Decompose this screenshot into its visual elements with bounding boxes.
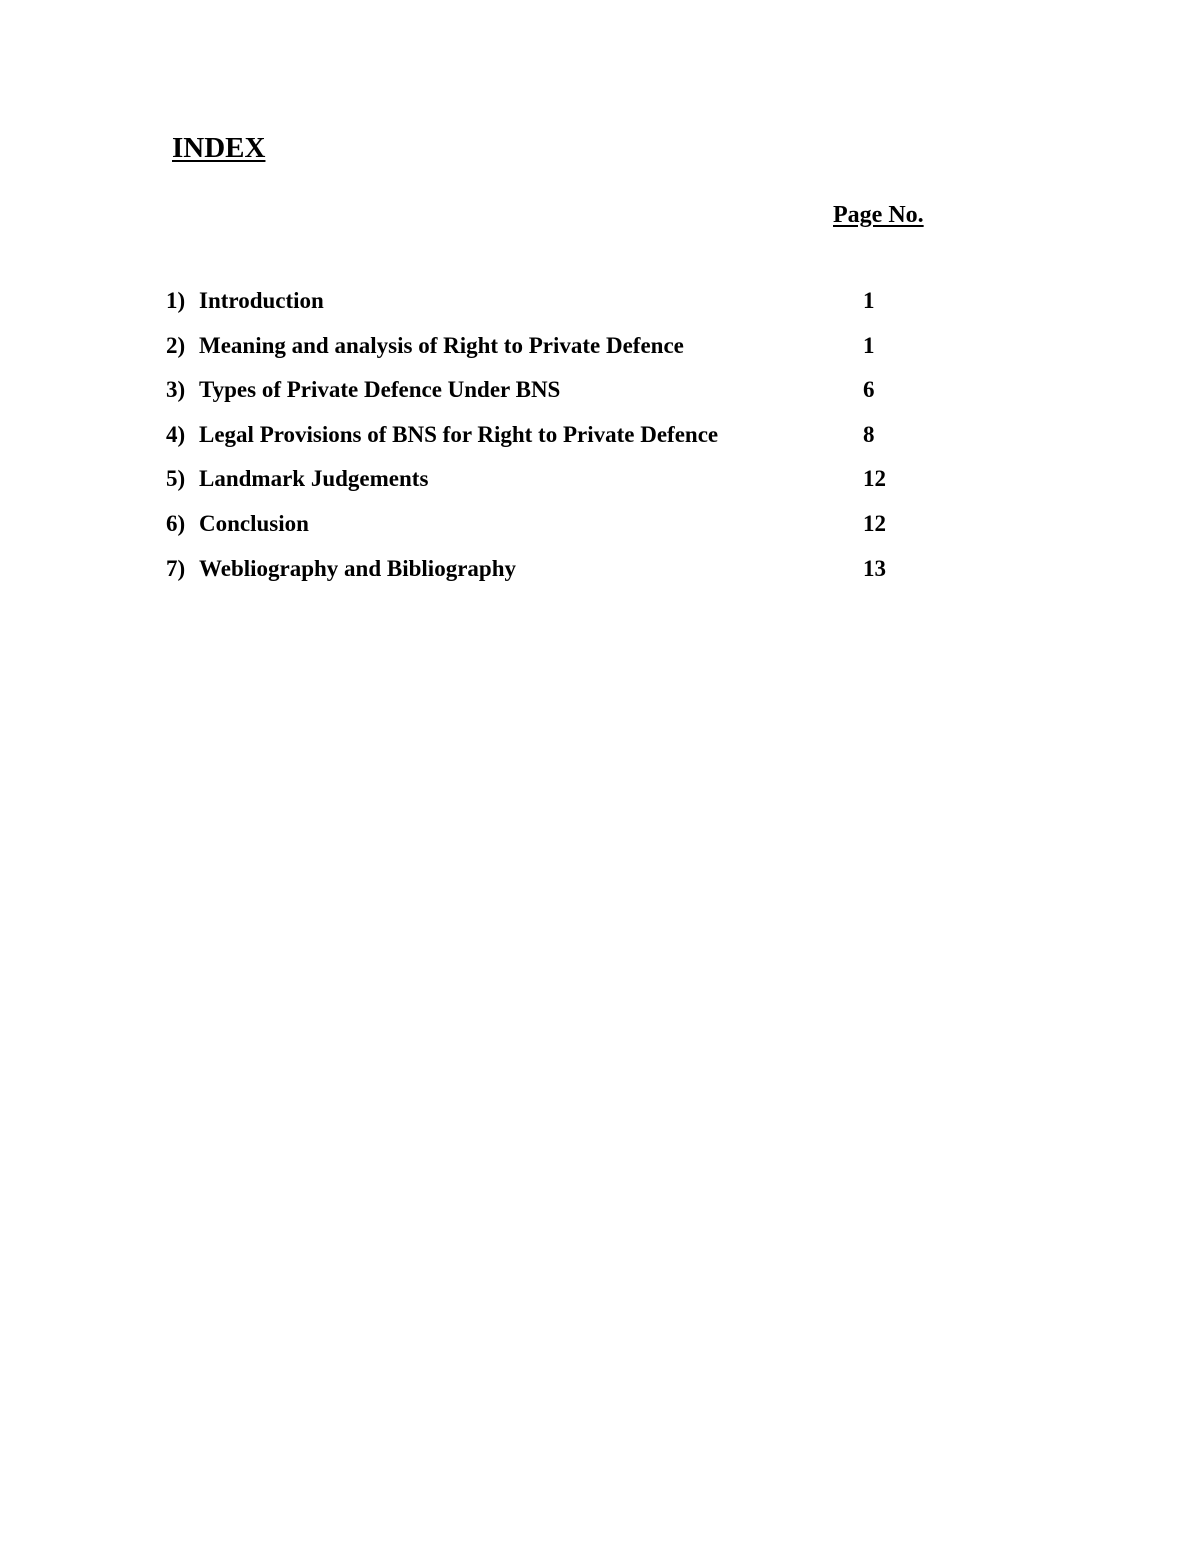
- index-entry: [166, 418, 926, 463]
- index-entry: [166, 373, 926, 418]
- index-entry: [166, 507, 926, 552]
- entry-number: 5): [166, 466, 186, 492]
- entry-page-number: 8: [863, 421, 875, 447]
- index-entry: [166, 462, 926, 507]
- entry-number: 7): [166, 555, 186, 581]
- entry-title: Webliography and Bibliography: [199, 555, 516, 581]
- entry-page-number: 12: [863, 466, 886, 492]
- entry-number: 1): [166, 288, 186, 313]
- entry-number: 4): [166, 421, 186, 447]
- index-entry: [166, 284, 926, 329]
- entry-number: 6): [166, 510, 186, 536]
- entry-title: Landmark Judgements: [199, 466, 429, 492]
- entry-title: Conclusion: [199, 510, 309, 536]
- entry-title: Introduction: [199, 288, 324, 313]
- entry-number: 3): [166, 377, 186, 403]
- index-entry: [166, 552, 926, 597]
- entry-page-number: 1: [863, 332, 875, 358]
- entry-page-number: 1: [863, 288, 875, 313]
- entry-title: Types of Private Defence Under BNS: [199, 377, 561, 403]
- entry-title: Legal Provisions of BNS for Right to Private Defence: [199, 421, 719, 447]
- entry-page-number: 13: [863, 555, 886, 581]
- index-list: [166, 284, 926, 596]
- index-entry: [166, 329, 926, 374]
- entry-page-number: 6: [863, 377, 875, 403]
- page-number-column-header: Page No.: [833, 202, 924, 228]
- entry-page-number: 12: [863, 510, 886, 536]
- entry-number: 2): [166, 332, 186, 358]
- entry-title: Meaning and analysis of Right to Private Defence: [199, 332, 684, 358]
- page-title: INDEX: [172, 132, 266, 164]
